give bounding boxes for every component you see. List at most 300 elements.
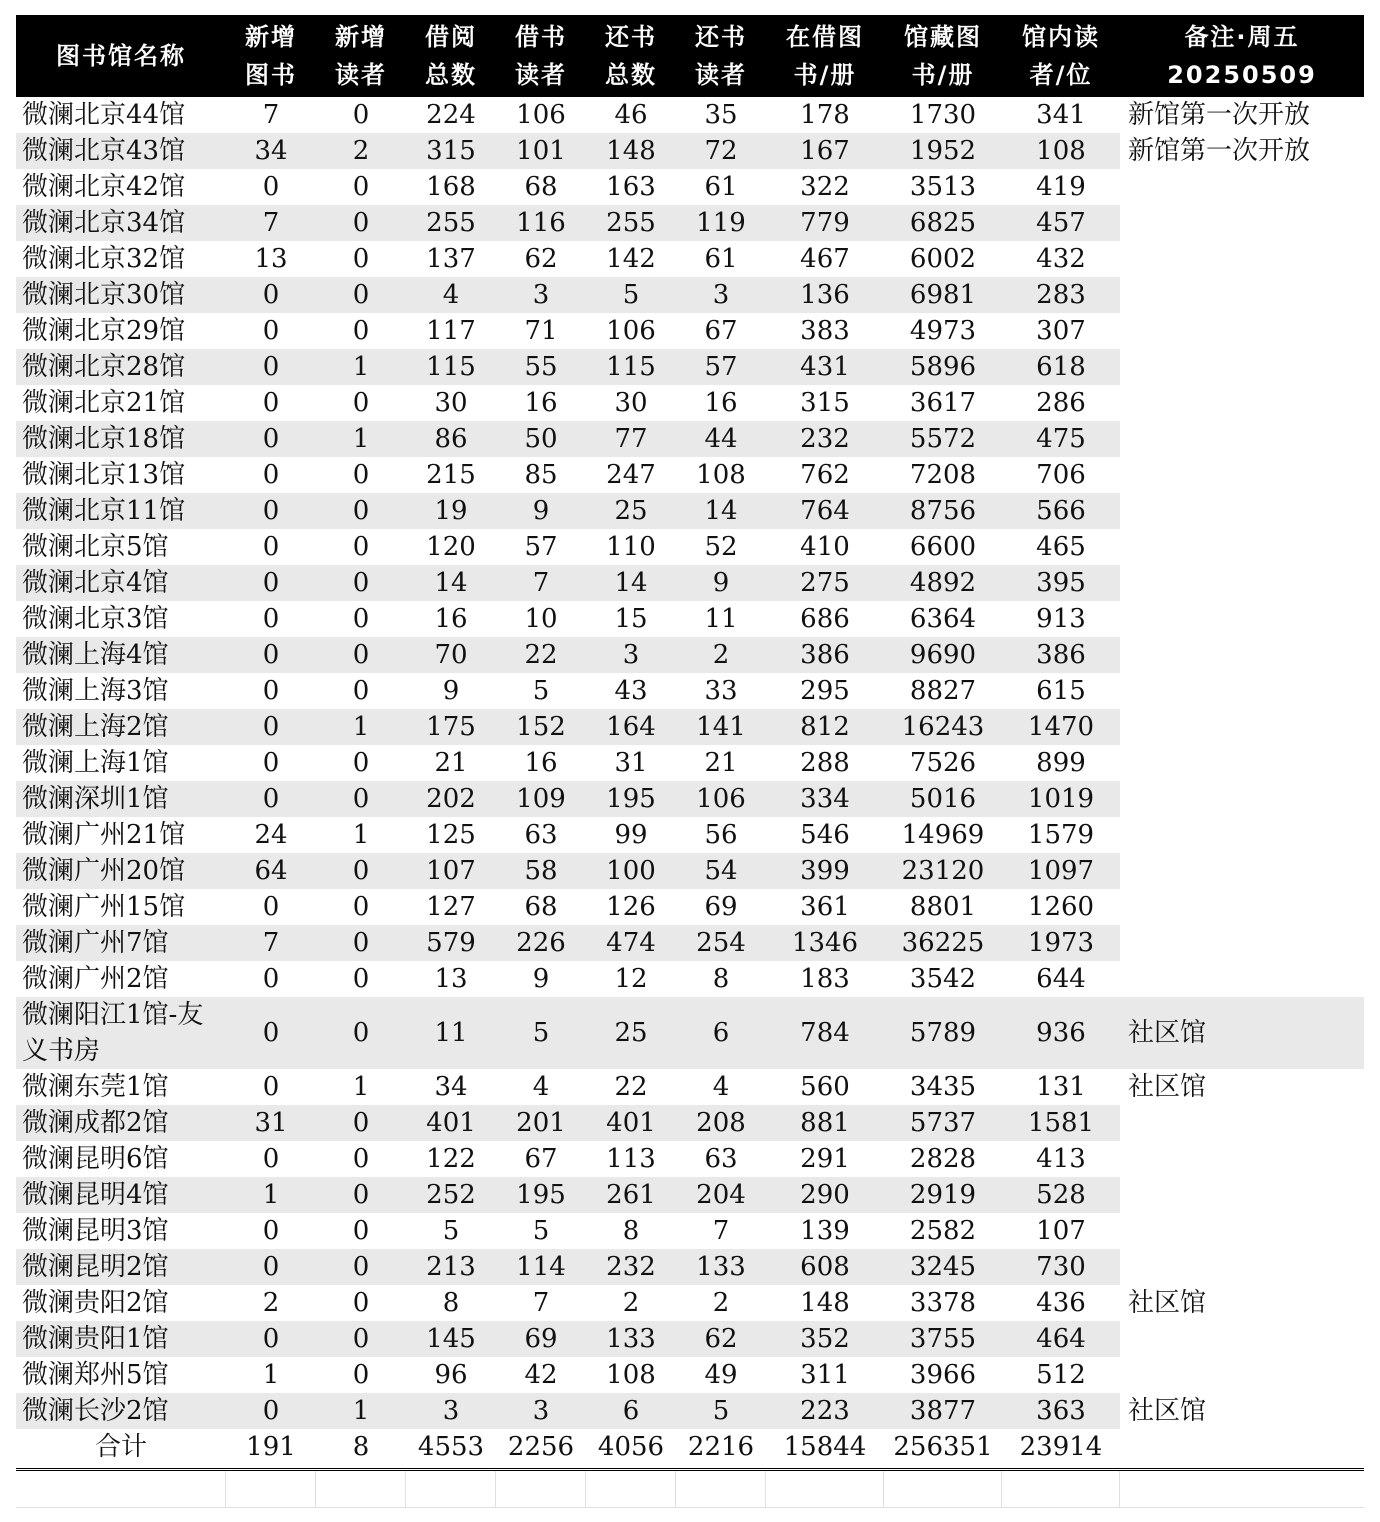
cell-library-name[interactable]: 微澜北京34馆 [16, 205, 226, 241]
cell-borrow-total[interactable]: 107 [406, 853, 496, 889]
cell-new-books[interactable]: 0 [262, 1216, 280, 1246]
cell-return-total[interactable]: 22 [614, 1072, 648, 1102]
cell-borrow-readers[interactable]: 55 [496, 349, 586, 385]
cell-return-readers[interactable]: 141 [676, 709, 766, 745]
cell-library-name[interactable]: 微澜北京3馆 [22, 604, 169, 634]
cell-return-readers[interactable]: 133 [676, 1249, 766, 1285]
cell-collection-books[interactable]: 8756 [884, 493, 1002, 529]
cell-new-books[interactable]: 2 [262, 1288, 280, 1318]
cell-new-readers[interactable]: 0 [352, 460, 370, 490]
cell-new-books[interactable]: 0 [226, 781, 316, 817]
cell-new-books[interactable]: 1 [226, 1177, 316, 1213]
cell-readers-in-library[interactable]: 1973 [1002, 925, 1120, 961]
cell-collection-books[interactable]: 7526 [909, 748, 977, 778]
cell-books-on-loan[interactable]: 410 [800, 532, 850, 562]
cell-return-readers[interactable]: 16 [704, 388, 738, 418]
footer-cell[interactable] [1002, 1471, 1120, 1507]
cell-collection-books[interactable]: 36225 [884, 925, 1002, 961]
cell-borrow-total[interactable]: 19 [406, 493, 496, 529]
cell-library-name[interactable]: 微澜东莞1馆 [22, 1072, 169, 1102]
cell-new-readers[interactable]: 0 [352, 748, 370, 778]
cell-collection-books[interactable]: 4892 [884, 565, 1002, 601]
cell-return-total[interactable]: 108 [606, 1360, 656, 1390]
cell-return-readers[interactable]: 52 [704, 532, 738, 562]
footer-cell[interactable] [16, 1471, 226, 1507]
cell-readers-in-library[interactable]: 730 [1002, 1249, 1120, 1285]
cell-new-readers[interactable]: 1 [352, 1072, 370, 1102]
footer-cell[interactable] [1120, 1471, 1364, 1507]
cell-borrow-total[interactable]: 16 [434, 604, 468, 634]
cell-note[interactable] [1120, 601, 1364, 637]
cell-borrow-readers[interactable]: 101 [496, 133, 586, 169]
cell-return-total[interactable]: 113 [606, 1144, 656, 1174]
cell-new-books[interactable]: 64 [226, 853, 316, 889]
cell-borrow-total[interactable]: 125 [426, 820, 476, 850]
cell-readers-in-library[interactable]: 464 [1002, 1321, 1120, 1357]
cell-readers-in-library[interactable]: 436 [1036, 1288, 1086, 1318]
cell-collection-books[interactable]: 3877 [884, 1393, 1002, 1429]
cell-collection-books[interactable]: 3513 [909, 172, 977, 202]
cell-note[interactable] [1120, 1357, 1364, 1393]
cell-borrow-total[interactable]: 252 [406, 1177, 496, 1213]
cell-borrow-total[interactable]: 137 [426, 244, 476, 274]
cell-borrow-readers[interactable]: 68 [524, 892, 558, 922]
cell-note[interactable] [1120, 457, 1364, 493]
cell-books-on-loan[interactable]: 881 [766, 1105, 884, 1141]
cell-library-name[interactable]: 微澜北京18馆 [16, 421, 226, 457]
total-new-books[interactable]: 191 [226, 1429, 316, 1465]
cell-new-books[interactable]: 1 [262, 1360, 280, 1390]
cell-borrow-total[interactable]: 96 [434, 1360, 468, 1390]
cell-new-books[interactable]: 24 [254, 820, 288, 850]
cell-collection-books[interactable]: 8827 [909, 676, 977, 706]
cell-borrow-readers[interactable]: 42 [524, 1360, 558, 1390]
cell-collection-books[interactable]: 3245 [884, 1249, 1002, 1285]
cell-borrow-readers[interactable]: 22 [496, 637, 586, 673]
cell-borrow-readers[interactable]: 9 [532, 964, 550, 994]
cell-return-total[interactable]: 77 [586, 421, 676, 457]
cell-new-books[interactable]: 0 [262, 1144, 280, 1174]
cell-new-books[interactable]: 0 [226, 1249, 316, 1285]
cell-note[interactable] [1120, 529, 1364, 565]
cell-new-books[interactable]: 0 [262, 892, 280, 922]
cell-borrow-total[interactable]: 122 [426, 1144, 476, 1174]
cell-library-name[interactable]: 微澜北京5馆 [22, 532, 169, 562]
cell-return-readers[interactable]: 119 [676, 205, 766, 241]
cell-readers-in-library[interactable]: 1019 [1002, 781, 1120, 817]
cell-new-readers[interactable]: 0 [316, 565, 406, 601]
cell-readers-in-library[interactable]: 286 [1036, 388, 1086, 418]
cell-return-readers[interactable]: 57 [676, 349, 766, 385]
cell-new-readers[interactable]: 0 [352, 964, 370, 994]
cell-note[interactable] [1120, 493, 1364, 529]
cell-note[interactable] [1120, 745, 1364, 781]
cell-new-books[interactable]: 0 [262, 604, 280, 634]
cell-library-name[interactable]: 微澜北京13馆 [22, 460, 186, 490]
cell-new-books[interactable]: 0 [262, 1072, 280, 1102]
cell-new-readers[interactable]: 0 [352, 172, 370, 202]
cell-books-on-loan[interactable]: 291 [800, 1144, 850, 1174]
cell-new-books[interactable]: 0 [262, 676, 280, 706]
cell-new-books[interactable]: 0 [262, 532, 280, 562]
cell-new-books[interactable]: 0 [226, 277, 316, 313]
footer-cell[interactable] [406, 1471, 496, 1507]
cell-new-readers[interactable]: 1 [316, 709, 406, 745]
cell-collection-books[interactable]: 2919 [884, 1177, 1002, 1213]
cell-library-name[interactable]: 微澜郑州5馆 [22, 1360, 169, 1390]
cell-note[interactable]: 新馆第一次开放 [1128, 100, 1311, 130]
cell-return-readers[interactable]: 4 [712, 1072, 730, 1102]
total-return-total[interactable]: 4056 [586, 1429, 676, 1465]
cell-books-on-loan[interactable]: 361 [800, 892, 850, 922]
total-collection-books[interactable]: 256351 [884, 1429, 1002, 1465]
cell-return-readers[interactable]: 2 [712, 1288, 730, 1318]
cell-library-name[interactable]: 微澜北京43馆 [16, 133, 226, 169]
cell-return-readers[interactable]: 61 [704, 244, 738, 274]
cell-collection-books[interactable]: 1730 [909, 100, 977, 130]
cell-library-name[interactable]: 微澜昆明2馆 [16, 1249, 226, 1285]
cell-return-total[interactable]: 43 [614, 676, 648, 706]
cell-library-name[interactable]: 微澜北京4馆 [16, 565, 226, 601]
cell-new-readers[interactable]: 1 [316, 349, 406, 385]
cell-borrow-total[interactable]: 401 [406, 1105, 496, 1141]
cell-books-on-loan[interactable]: 467 [800, 244, 850, 274]
cell-new-books[interactable]: 0 [262, 388, 280, 418]
cell-borrow-total[interactable]: 215 [426, 460, 476, 490]
cell-return-total[interactable]: 6 [586, 1393, 676, 1429]
cell-library-name[interactable]: 微澜北京28馆 [16, 349, 226, 385]
cell-note[interactable]: 社区馆 [1120, 997, 1364, 1069]
cell-readers-in-library[interactable]: 465 [1036, 532, 1086, 562]
cell-library-name[interactable]: 微澜贵阳1馆 [16, 1321, 226, 1357]
cell-readers-in-library[interactable]: 131 [1036, 1072, 1086, 1102]
cell-library-name[interactable]: 微澜北京11馆 [16, 493, 226, 529]
cell-borrow-readers[interactable]: 109 [496, 781, 586, 817]
cell-return-total[interactable]: 195 [586, 781, 676, 817]
cell-collection-books[interactable]: 2828 [909, 1144, 977, 1174]
cell-borrow-readers[interactable]: 71 [524, 316, 558, 346]
cell-borrow-readers[interactable]: 201 [496, 1105, 586, 1141]
cell-borrow-total[interactable]: 34 [434, 1072, 468, 1102]
cell-return-total[interactable]: 99 [614, 820, 648, 850]
cell-note[interactable] [1120, 277, 1364, 313]
cell-note[interactable] [1120, 961, 1364, 997]
cell-borrow-readers[interactable]: 106 [516, 100, 566, 130]
cell-books-on-loan[interactable]: 136 [766, 277, 884, 313]
cell-borrow-total[interactable]: 127 [426, 892, 476, 922]
cell-readers-in-library[interactable]: 566 [1002, 493, 1120, 529]
cell-borrow-readers[interactable]: 195 [496, 1177, 586, 1213]
cell-return-readers[interactable]: 21 [704, 748, 738, 778]
header-borrow-total[interactable]: 借阅 总数 [425, 23, 477, 89]
cell-collection-books[interactable]: 3378 [909, 1288, 977, 1318]
cell-new-books[interactable]: 0 [226, 565, 316, 601]
total-return-readers[interactable]: 2216 [676, 1429, 766, 1465]
cell-borrow-total[interactable]: 8 [442, 1288, 460, 1318]
cell-return-total[interactable]: 232 [586, 1249, 676, 1285]
cell-borrow-total[interactable]: 315 [406, 133, 496, 169]
cell-note[interactable] [1120, 565, 1364, 601]
header-books-on-loan[interactable]: 在借图 书/册 [786, 23, 864, 89]
cell-return-readers[interactable]: 5 [676, 1393, 766, 1429]
cell-new-books[interactable]: 0 [262, 316, 280, 346]
cell-return-readers[interactable]: 9 [676, 565, 766, 601]
cell-return-total[interactable]: 2 [622, 1288, 640, 1318]
cell-return-total[interactable]: 126 [606, 892, 656, 922]
cell-readers-in-library[interactable]: 936 [1002, 997, 1120, 1069]
cell-books-on-loan[interactable]: 764 [766, 493, 884, 529]
cell-books-on-loan[interactable]: 399 [766, 853, 884, 889]
header-borrow-readers[interactable]: 借书 读者 [515, 23, 567, 89]
cell-borrow-total[interactable]: 115 [406, 349, 496, 385]
header-readers-in-library[interactable]: 馆内读 者/位 [1022, 23, 1100, 89]
header-return-total[interactable]: 还书 总数 [605, 23, 657, 89]
cell-borrow-readers[interactable]: 3 [496, 277, 586, 313]
cell-collection-books[interactable]: 3617 [909, 388, 977, 418]
cell-borrow-readers[interactable]: 57 [524, 532, 558, 562]
cell-new-books[interactable]: 34 [226, 133, 316, 169]
cell-collection-books[interactable]: 3966 [909, 1360, 977, 1390]
cell-return-total[interactable]: 100 [586, 853, 676, 889]
cell-borrow-total[interactable]: 117 [426, 316, 476, 346]
cell-return-total[interactable]: 3 [586, 637, 676, 673]
cell-return-readers[interactable]: 61 [704, 172, 738, 202]
cell-borrow-readers[interactable]: 9 [496, 493, 586, 529]
cell-books-on-loan[interactable]: 167 [766, 133, 884, 169]
cell-return-readers[interactable]: 254 [676, 925, 766, 961]
cell-library-name[interactable]: 微澜成都2馆 [16, 1105, 226, 1141]
cell-collection-books[interactable]: 14969 [901, 820, 985, 850]
cell-return-total[interactable]: 142 [606, 244, 656, 274]
cell-return-total[interactable]: 31 [614, 748, 648, 778]
cell-readers-in-library[interactable]: 899 [1036, 748, 1086, 778]
cell-note[interactable] [1120, 313, 1364, 349]
cell-collection-books[interactable]: 1952 [884, 133, 1002, 169]
cell-library-name[interactable]: 微澜广州20馆 [16, 853, 226, 889]
cell-collection-books[interactable]: 5737 [884, 1105, 1002, 1141]
cell-return-readers[interactable]: 106 [676, 781, 766, 817]
cell-borrow-total[interactable]: 175 [406, 709, 496, 745]
cell-borrow-total[interactable]: 30 [434, 388, 468, 418]
cell-library-name[interactable]: 微澜广州15馆 [22, 892, 186, 922]
cell-borrow-total[interactable]: 9 [442, 676, 460, 706]
cell-new-books[interactable]: 0 [226, 493, 316, 529]
cell-collection-books[interactable]: 5572 [884, 421, 1002, 457]
cell-collection-books[interactable]: 5016 [884, 781, 1002, 817]
cell-books-on-loan[interactable]: 431 [766, 349, 884, 385]
cell-return-total[interactable]: 8 [622, 1216, 640, 1246]
cell-books-on-loan[interactable]: 183 [800, 964, 850, 994]
cell-new-books[interactable]: 31 [226, 1105, 316, 1141]
cell-library-name[interactable]: 微澜昆明6馆 [22, 1144, 169, 1174]
cell-borrow-readers[interactable]: 5 [496, 997, 586, 1069]
cell-new-books[interactable]: 7 [262, 100, 280, 130]
cell-new-readers[interactable]: 0 [316, 637, 406, 673]
cell-library-name[interactable]: 微澜昆明3馆 [22, 1216, 169, 1246]
cell-return-total[interactable]: 25 [586, 997, 676, 1069]
cell-borrow-total[interactable]: 5 [442, 1216, 460, 1246]
cell-note[interactable] [1120, 673, 1364, 709]
cell-borrow-readers[interactable]: 67 [524, 1144, 558, 1174]
cell-return-readers[interactable]: 33 [704, 676, 738, 706]
cell-return-readers[interactable]: 54 [676, 853, 766, 889]
cell-new-readers[interactable]: 0 [352, 1360, 370, 1390]
total-new-readers[interactable]: 8 [316, 1429, 406, 1465]
cell-readers-in-library[interactable]: 512 [1036, 1360, 1086, 1390]
cell-return-readers[interactable]: 62 [676, 1321, 766, 1357]
cell-books-on-loan[interactable]: 686 [800, 604, 850, 634]
cell-library-name[interactable]: 微澜北京42馆 [22, 172, 186, 202]
cell-borrow-readers[interactable]: 10 [524, 604, 558, 634]
cell-collection-books[interactable]: 2582 [909, 1216, 977, 1246]
cell-collection-books[interactable]: 5789 [884, 997, 1002, 1069]
cell-books-on-loan[interactable]: 322 [800, 172, 850, 202]
cell-return-total[interactable]: 164 [586, 709, 676, 745]
footer-cell[interactable] [496, 1471, 586, 1507]
cell-library-name[interactable]: 微澜上海2馆 [16, 709, 226, 745]
cell-new-books[interactable]: 7 [226, 925, 316, 961]
cell-note[interactable]: 社区馆 [1128, 1072, 1207, 1102]
cell-borrow-readers[interactable]: 5 [532, 1216, 550, 1246]
cell-readers-in-library[interactable]: 475 [1002, 421, 1120, 457]
cell-library-name[interactable]: 微澜广州2馆 [22, 964, 169, 994]
cell-collection-books[interactable]: 6825 [884, 205, 1002, 241]
cell-books-on-loan[interactable]: 223 [766, 1393, 884, 1429]
cell-note[interactable]: 社区馆 [1128, 1288, 1207, 1318]
cell-readers-in-library[interactable]: 706 [1036, 460, 1086, 490]
cell-borrow-readers[interactable]: 63 [524, 820, 558, 850]
cell-return-readers[interactable]: 8 [712, 964, 730, 994]
cell-readers-in-library[interactable]: 615 [1036, 676, 1086, 706]
cell-new-readers[interactable]: 1 [316, 1393, 406, 1429]
cell-readers-in-library[interactable]: 386 [1002, 637, 1120, 673]
cell-readers-in-library[interactable]: 1470 [1002, 709, 1120, 745]
cell-collection-books[interactable]: 23120 [884, 853, 1002, 889]
cell-note[interactable] [1120, 385, 1364, 421]
cell-books-on-loan[interactable]: 139 [800, 1216, 850, 1246]
cell-books-on-loan[interactable]: 779 [766, 205, 884, 241]
total-readers-in-library[interactable]: 23914 [1002, 1429, 1120, 1465]
cell-readers-in-library[interactable]: 108 [1002, 133, 1120, 169]
cell-books-on-loan[interactable]: 608 [766, 1249, 884, 1285]
cell-readers-in-library[interactable]: 413 [1036, 1144, 1086, 1174]
cell-new-readers[interactable]: 0 [316, 1249, 406, 1285]
cell-return-readers[interactable]: 49 [704, 1360, 738, 1390]
cell-library-name[interactable]: 微澜上海1馆 [22, 748, 169, 778]
cell-note[interactable] [1120, 817, 1364, 853]
cell-borrow-readers[interactable]: 5 [532, 676, 550, 706]
header-new-readers[interactable]: 新增 读者 [335, 23, 387, 89]
cell-books-on-loan[interactable]: 288 [800, 748, 850, 778]
cell-books-on-loan[interactable]: 290 [766, 1177, 884, 1213]
cell-collection-books[interactable]: 6600 [909, 532, 977, 562]
cell-return-total[interactable]: 133 [586, 1321, 676, 1357]
cell-readers-in-library[interactable]: 363 [1002, 1393, 1120, 1429]
cell-new-books[interactable]: 0 [226, 1321, 316, 1357]
cell-library-name[interactable]: 微澜北京29馆 [22, 316, 186, 346]
cell-readers-in-library[interactable]: 419 [1036, 172, 1086, 202]
cell-borrow-readers[interactable]: 69 [496, 1321, 586, 1357]
cell-note[interactable] [1120, 637, 1364, 673]
cell-new-readers[interactable]: 0 [316, 997, 406, 1069]
cell-library-name[interactable]: 微澜上海4馆 [16, 637, 226, 673]
cell-books-on-loan[interactable]: 546 [800, 820, 850, 850]
cell-new-readers[interactable]: 0 [316, 205, 406, 241]
cell-return-total[interactable]: 12 [614, 964, 648, 994]
cell-collection-books[interactable]: 16243 [884, 709, 1002, 745]
cell-return-total[interactable]: 148 [586, 133, 676, 169]
cell-library-name[interactable]: 微澜北京21馆 [22, 388, 186, 418]
cell-books-on-loan[interactable]: 178 [800, 100, 850, 130]
cell-library-name[interactable]: 微澜广州21馆 [22, 820, 186, 850]
cell-borrow-readers[interactable]: 7 [496, 565, 586, 601]
cell-collection-books[interactable]: 5896 [884, 349, 1002, 385]
header-collection-books[interactable]: 馆藏图 书/册 [904, 23, 982, 89]
cell-new-readers[interactable]: 0 [316, 277, 406, 313]
cell-borrow-readers[interactable]: 85 [524, 460, 558, 490]
cell-new-readers[interactable]: 0 [352, 388, 370, 418]
cell-note[interactable] [1120, 1249, 1364, 1285]
cell-return-total[interactable]: 401 [586, 1105, 676, 1141]
cell-borrow-total[interactable]: 145 [406, 1321, 496, 1357]
cell-borrow-total[interactable]: 14 [406, 565, 496, 601]
cell-readers-in-library[interactable]: 283 [1002, 277, 1120, 313]
cell-return-total[interactable]: 25 [586, 493, 676, 529]
cell-return-total[interactable]: 5 [586, 277, 676, 313]
cell-books-on-loan[interactable]: 232 [766, 421, 884, 457]
cell-collection-books[interactable]: 7208 [909, 460, 977, 490]
cell-books-on-loan[interactable]: 315 [800, 388, 850, 418]
cell-books-on-loan[interactable]: 386 [766, 637, 884, 673]
cell-return-readers[interactable]: 204 [676, 1177, 766, 1213]
cell-borrow-total[interactable]: 255 [406, 205, 496, 241]
cell-books-on-loan[interactable]: 352 [766, 1321, 884, 1357]
cell-new-readers[interactable]: 0 [316, 1321, 406, 1357]
cell-readers-in-library[interactable]: 528 [1002, 1177, 1120, 1213]
cell-new-readers[interactable]: 1 [316, 421, 406, 457]
cell-new-readers[interactable]: 0 [352, 892, 370, 922]
cell-note[interactable] [1120, 1177, 1364, 1213]
cell-note[interactable]: 新馆第一次开放 [1120, 133, 1364, 169]
cell-library-name[interactable]: 微澜长沙2馆 [16, 1393, 226, 1429]
cell-collection-books[interactable]: 9690 [884, 637, 1002, 673]
cell-new-readers[interactable]: 0 [352, 1144, 370, 1174]
cell-readers-in-library[interactable]: 1581 [1002, 1105, 1120, 1141]
cell-return-readers[interactable]: 108 [696, 460, 746, 490]
cell-readers-in-library[interactable]: 395 [1002, 565, 1120, 601]
cell-borrow-readers[interactable]: 7 [532, 1288, 550, 1318]
cell-return-readers[interactable]: 69 [704, 892, 738, 922]
cell-new-books[interactable]: 0 [226, 709, 316, 745]
cell-new-readers[interactable]: 0 [316, 1177, 406, 1213]
cell-return-total[interactable]: 46 [614, 100, 648, 130]
cell-readers-in-library[interactable]: 341 [1036, 100, 1086, 130]
cell-borrow-readers[interactable]: 152 [496, 709, 586, 745]
cell-library-name[interactable]: 微澜北京44馆 [22, 100, 186, 130]
cell-borrow-total[interactable]: 86 [406, 421, 496, 457]
cell-note[interactable] [1120, 241, 1364, 277]
cell-library-name[interactable]: 微澜贵阳2馆 [22, 1288, 169, 1318]
cell-new-books[interactable]: 0 [262, 460, 280, 490]
cell-collection-books[interactable]: 6002 [909, 244, 977, 274]
cell-new-readers[interactable]: 0 [316, 925, 406, 961]
cell-borrow-total[interactable]: 579 [406, 925, 496, 961]
cell-books-on-loan[interactable]: 334 [766, 781, 884, 817]
footer-cell[interactable] [676, 1471, 766, 1507]
cell-borrow-total[interactable]: 202 [406, 781, 496, 817]
total-note[interactable] [1120, 1429, 1364, 1465]
header-new-books[interactable]: 新增 图书 [245, 23, 297, 89]
